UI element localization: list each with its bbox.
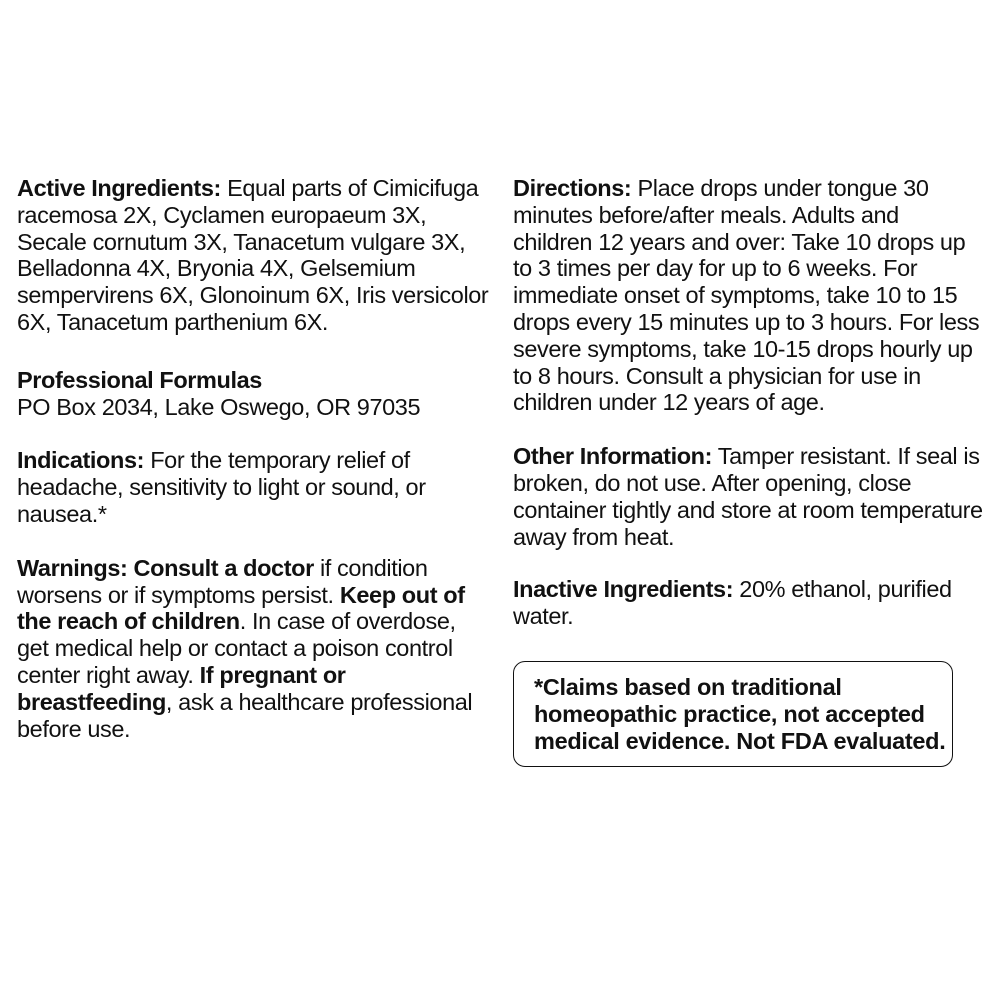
- warnings-consult-doctor: Consult a doctor: [127, 554, 314, 581]
- company-address: PO Box 2034, Lake Oswego, OR 97035: [17, 393, 421, 420]
- directions-label: Directions:: [513, 175, 632, 201]
- company-name: Professional Formulas: [17, 366, 262, 393]
- active-ingredients-section: [17, 175, 492, 336]
- other-information-label: Other Information:: [513, 443, 713, 470]
- warnings-keep-out-of-reach: Keep out of the reach of children: [17, 581, 465, 635]
- directions-text: Place drops under tongue 30 minutes before/after meals. Adults and children 12 years and over: Take 10 drops up to 3 times per day for up to 6 weeks. For immediate onset of symptoms, take 10 to 15 drops every 15 minutes up to 3 hours. For less severe symptoms, take 10-15 drops hourly up to 8 hours. Consult a physician for use in children under 12 years of age.: [513, 175, 980, 416]
- inactive-ingredients-section: [513, 576, 983, 630]
- right-column: [513, 175, 983, 767]
- other-information-section: [513, 443, 983, 550]
- inactive-ingredients-text: 20% ethanol, purified water.: [513, 576, 952, 630]
- other-information-text: Tamper resistant. If seal is broken, do not use. After opening, close container tightly and store at room temperature away from heat.: [513, 443, 983, 550]
- active-ingredients-label: Active Ingredients:: [17, 175, 221, 201]
- inactive-ingredients-label: Inactive Ingredients:: [513, 576, 734, 603]
- warnings-label: Warnings:: [17, 554, 128, 581]
- left-column: [17, 175, 492, 742]
- warnings-text-3: , ask a healthcare professional before use.: [17, 688, 473, 742]
- warnings-text-2: . In case of overdose, get medical help or contact a poison control center right away.: [17, 608, 456, 688]
- warnings-text-1: if condition worsens or if symptoms persist.: [17, 554, 428, 608]
- directions-section: [513, 175, 983, 416]
- company-section: [17, 367, 492, 421]
- indications-text: For the temporary relief of headache, sensitivity to light or sound, or nausea.*: [17, 447, 426, 527]
- warnings-section: [17, 555, 492, 743]
- warnings-if-pregnant: If pregnant or breastfeeding: [17, 661, 346, 715]
- indications-label: Indications:: [17, 447, 145, 474]
- indications-section: [17, 447, 492, 527]
- claims-disclaimer-box: [513, 661, 953, 767]
- claims-disclaimer-text: *Claims based on traditional homeopathic practice, not accepted medical evidence. Not FDA evaluated.: [534, 673, 946, 754]
- active-ingredients-text: Equal parts of Cimicifuga racemosa 2X, Cyclamen europaeum 3X, Secale cornutum 3X, Tanacetum vulgare 3X, Belladonna 4X, Bryonia 4X, Gelsemium sempervirens 6X, Glonoinum 6X, Iris versicolor 6X, Tanacetum parthenium 6X.: [17, 175, 489, 335]
